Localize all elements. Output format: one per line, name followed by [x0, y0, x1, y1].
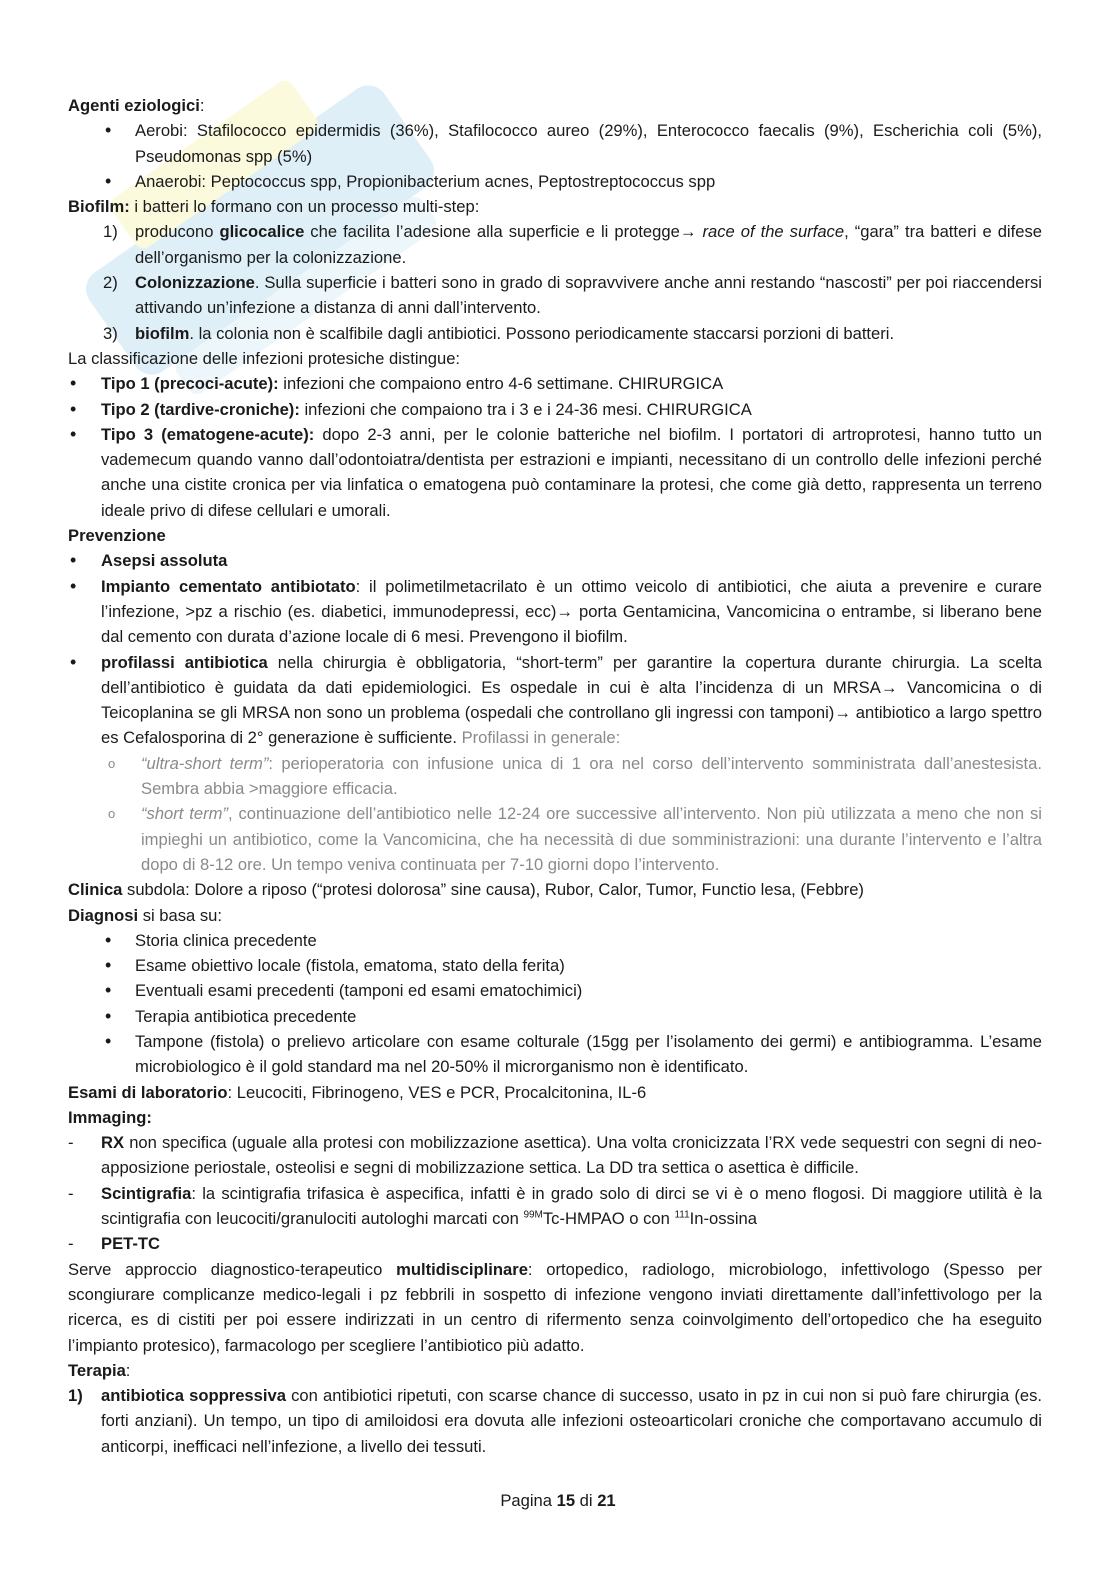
bullet-icon: • — [70, 398, 77, 419]
bullet-icon: • — [105, 929, 112, 950]
bullet-icon: • — [105, 1030, 112, 1051]
etiology-heading: Agenti eziologici: — [68, 96, 205, 115]
classification-list — [68, 371, 1042, 523]
page-total: 21 — [597, 1491, 616, 1510]
document-page — [68, 93, 1042, 1459]
page-footer: Pagina 15 di 21 — [500, 1491, 616, 1510]
bullet-icon: • — [105, 120, 112, 141]
imaging-heading: Immaging: — [68, 1107, 152, 1127]
biofilm-steps — [68, 219, 1042, 345]
arrow-right-icon: → — [880, 677, 898, 697]
bullet-icon: • — [70, 423, 77, 444]
list-item: • Aerobi: Stafilococco epidermidis (36%), Stafilococco aureo (29%), Enterococco faecalis (9%), Escherichia coli (5%), Pseudomonas spp (5%) — [105, 120, 1042, 166]
classification-intro: La classificazione delle infezioni protesiche distingue: — [68, 348, 461, 368]
prevention-list — [68, 548, 1042, 750]
list-item: • Tipo 1 (precoci-acute): infezioni che compaiono entro 4-6 settimane. CHIRURGICA — [68, 371, 1042, 396]
list-item: • Esame obiettivo locale (fistola, ematoma, stato della ferita) — [68, 953, 1042, 978]
bullet-icon: • — [105, 170, 112, 191]
list-item: • Impianto cementato antibiotato: il polimetilmetacrilato è un ottimo veicolo di antibiotici, che aiuta a prevenire e curare l’infezione, >pz a rischio (es. diabetici, immunodepressi, ecc)→ porta Gentamicina, Vancomicina o entrambe, si liberano bene dal cemento con durata d’azione locale di 6 mesi. Prevengono il biofilm. — [70, 575, 1042, 647]
dash-bullet-icon: - — [68, 1183, 74, 1203]
arrow-right-icon: → — [679, 222, 697, 242]
list-item: • profilassi antibiotica nella chirurgia è obbligatoria, “short-term” per garantire la copertura durante chirurgia. La scelta dell’antibiotico è guidata da dati epidemiologici. Es ospedale in cui è alta l’incidenza di un MRSA→ Vancomicina o di Teicoplanina se gli MRSA non sono un problema (ospedali che controllano gli ingressi con tamponi)→ antibiotico a largo spettro es Cefalosporina di 2° generazione è sufficiente. Profilassi in generale: — [70, 651, 1042, 748]
diagnosis-list — [68, 928, 1042, 1080]
dash-bullet-icon: - — [68, 1133, 74, 1153]
list-item: - RX non specifica (uguale alla protesi con mobilizzazione asettica). Una volta cronicizzata l’RX vede sequestri con segni di neo-apposizione periostale, osteolisi e segni di mobilizzazione settica. La DD tra settica o asettica è difficile. — [68, 1130, 1042, 1181]
therapy-list — [68, 1383, 1042, 1459]
list-item: 3) biofilm. la colonia non è scalfibile dagli antibiotici. Possono periodicamente staccarsi porzioni di batteri. — [103, 323, 895, 343]
list-item: • Storia clinica precedente — [68, 928, 1042, 953]
list-item: o “ultra-short term”: perioperatoria con infusione unica di 1 ora nel corso dell’intervento somministrata dall’anestesista. Sembra abbia >maggiore efficacia. — [68, 751, 1042, 802]
prevention-heading: Prevenzione — [68, 526, 166, 546]
arrow-right-icon: → — [834, 703, 851, 723]
list-item: • Asepsi assoluta — [68, 548, 1042, 573]
list-item: - Scintigrafia: la scintigrafia trifasica è aspecifica, infatti è in grado solo di dirci se vi è o meno flogosi. Di maggiore utilità è la scintigrafia con leucociti/granulociti autologhi marcati con $^{99M}$Tc-HMPAO o con $^{111}$In-ossina — [68, 1181, 1042, 1232]
bullet-icon: • — [105, 955, 112, 976]
list-item: 1) antibiotica soppressiva con antibiotici ripetuti, con scarse chance di successo, usato in pz in cui non si può fare chirurgia (es. forti anziani). Un tempo, un tipo di amiloidosi era dovuta alle infezioni osteoarticolari croniche che comportavano accumulo di anticorpi, inefficaci nell’infezione, a livello dei tessuti. — [68, 1386, 1043, 1456]
multidisciplinary-paragraph: Serve approccio diagnostico-terapeutico multidisciplinare: ortopedico, radiologo, microbiologo, infettivologo (Spesso per scongiurare complicanze medico-legali i pz febbrili in sospetto di infezione vengono inviati direttamente dall’infettivologo per la ricerca, es di cistiti per poi essere indirizzati in un centro di rifermento senza coinvolgimento dell’ortopedico che ha eseguito l’impianto protesico), farmacologo per scegliere l’antibiotico più adatto. — [68, 1259, 1042, 1355]
bullet-icon: • — [105, 980, 112, 1001]
lab-paragraph: Esami di laboratorio: Leucociti, Fibrinogeno, VES e PCR, Procalcitonina, IL-6 — [68, 1082, 647, 1102]
biofilm-heading: Biofilm: i batteri lo formano con un processo multi-step: — [68, 197, 480, 217]
bullet-icon: • — [70, 575, 77, 596]
page-number: 15 — [556, 1491, 576, 1510]
dash-bullet-icon: - — [68, 1234, 74, 1254]
clinic-paragraph: Clinica subdola: Dolore a riposo (“protesi dolorosa” sine causa), Rubor, Calor, Tumor, Functio lesa, (Febbre) — [68, 880, 864, 900]
list-item: • Terapia antibiotica precedente — [68, 1004, 1042, 1029]
circle-bullet-icon: o — [108, 755, 116, 771]
bullet-icon: • — [70, 373, 77, 394]
list-item: o “short term”, continuazione dell’antibiotico nelle 12-24 ore successive all’intervento. Non più utilizzata a meno che non si impieghi un antibiotico, come la Vancomicina, che ha necessità di due somministrazioni: una durante l’intervento e l’altra dopo di 8-12 ore. Un tempo veniva continuata per 7-10 giorni dopo l’intervento. — [68, 801, 1042, 877]
list-item: 1) producono glicocalice che facilita l’adesione alla superficie e li protegge→ race of the surface, “gara” tra batteri e difese dell’organismo per la colonizzazione. — [103, 222, 1042, 267]
bullet-icon: • — [105, 1005, 112, 1026]
bullet-icon: • — [70, 651, 77, 672]
list-item: - PET-TC — [68, 1231, 1042, 1256]
bullet-icon: • — [70, 550, 77, 571]
imaging-list — [68, 1130, 1042, 1256]
diagnosis-heading: Diagnosi si basa su: — [68, 905, 223, 925]
arrow-right-icon: → — [556, 601, 574, 621]
prophylaxis-sublist — [68, 751, 1042, 877]
list-item: • Eventuali esami precedenti (tamponi ed esami ematochimici) — [68, 978, 1042, 1003]
etiology-list — [68, 118, 1042, 194]
list-item: • Tipo 3 (ematogene-acute): dopo 2-3 anni, per le colonie batteriche nel biofilm. I portatori di artroprotesi, hanno tutto un vademecum quando vanno dall’odontoiatra/dentista per estrazioni e impianti, necessitano di un controllo delle infezioni perché anche una cistite cronica per via linfatica o ematogena può contaminare la protesi, che come già detto, rappresenta un terreno ideale privo di difese cellulari e umorali. — [70, 423, 1042, 520]
list-item: 2) Colonizzazione. Sulla superficie i batteri sono in grado di sopravvivere anche anni restando “nascosti” per poi riaccendersi attivando un’infezione a distanza di anni dall’intervento. — [103, 273, 1042, 318]
list-item: • Tipo 2 (tardive-croniche): infezioni che compaiono tra i 3 e i 24-36 mesi. CHIRURGICA — [68, 397, 1042, 422]
therapy-heading: Terapia: — [68, 1360, 131, 1380]
list-item: • Anaerobi: Peptococcus spp, Propionibacterium acnes, Peptostreptococcus spp — [68, 169, 1042, 194]
list-item: • Tampone (fistola) o prelievo articolare con esame colturale (15gg per l’isolamento dei germi) e antibiogramma. L’esame microbiologico è il gold standard ma nel 20-50% il microrganismo non è identificato. — [105, 1030, 1042, 1077]
circle-bullet-icon: o — [108, 806, 116, 822]
